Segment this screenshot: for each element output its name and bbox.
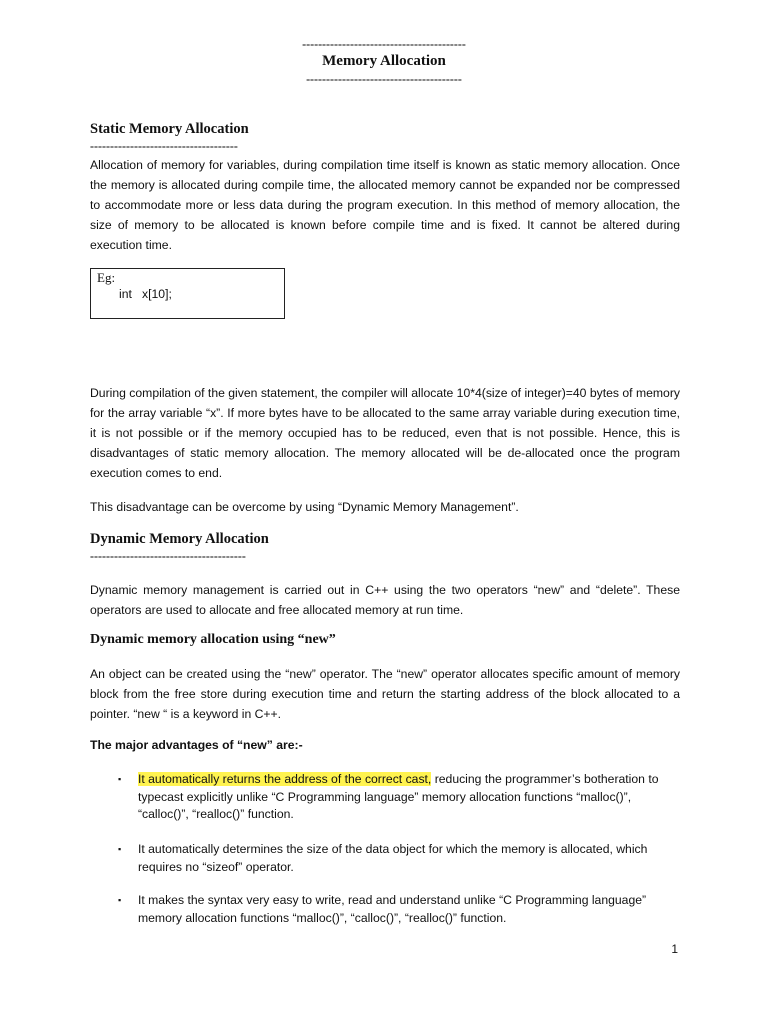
bullet-text: It makes the syntax very easy to write, read and understand unlike “C Programming language” memory allocation functions “malloc()”, “calloc()”, “realloc()” function. — [138, 893, 647, 925]
static-paragraph-2: During compilation of the given statement, the compiler will allocate 10*4(size of integer)=40 bytes of memory for the array variable “x”. If more bytes have to be allocated to the same array variable during execution time, it is not possible or if the memory occupied has to be reduced, even that is not possible. Hence, this is disadvantages of static memory allocation. The memory allocated will be de-allocated once the program execution comes to end. — [90, 386, 680, 480]
bullet-text-rest: reducing the programmer’s botheration to typecast explicitly unlike “C Programming language” memory allocation functions “malloc()”, “calloc()”, “realloc()” function. — [138, 772, 659, 821]
bullet-text: It automatically determines the size of the data object for which the memory is allocated, which requires no “sizeof” operator. — [138, 842, 648, 874]
dynamic-subheading: Dynamic memory allocation using “new” — [90, 632, 336, 647]
dynamic-heading-dashes: --------------------------------------- — [90, 549, 246, 563]
advantage-bullet-3 — [118, 892, 680, 927]
example-code-box — [90, 268, 285, 319]
static-heading: Static Memory Allocation — [90, 121, 249, 137]
advantage-bullet-2 — [118, 841, 680, 876]
highlighted-text: It automatically returns the address of the correct cast, — [138, 772, 432, 786]
dynamic-heading: Dynamic Memory Allocation — [90, 531, 269, 547]
advantages-heading: The major advantages of “new” are:- — [90, 738, 303, 752]
page-number: 1 — [671, 942, 678, 956]
example-label: Eg: — [97, 270, 116, 285]
title-dashes-top: ----------------------------------------- — [302, 37, 466, 51]
bullet-text — [138, 771, 680, 824]
static-paragraph: Allocation of memory for variables, during compilation time itself is known as static memory allocation. Once the memory is allocated during compile time, the allocated memory cannot be expanded nor be compressed to accommodate more or less data during the program execution. In this method of memory allocation, the size of memory to be allocated is known before compile time and is fixed. It cannot be altered during execution time. — [90, 158, 680, 252]
static-paragraph-3: This disadvantage can be overcome by using “Dynamic Memory Management”. — [90, 500, 519, 514]
static-heading-dashes: ------------------------------------- — [90, 139, 238, 153]
bullet-icon: ▪ — [118, 774, 122, 784]
bullet-icon: ▪ — [118, 895, 122, 905]
example-code: int x[10]; — [119, 287, 172, 301]
title-dashes-bottom: --------------------------------------- — [306, 72, 462, 86]
dynamic-paragraph: Dynamic memory management is carried out in C++ using the two operators “new” and “delete”. These operators are used to allocate and free allocated memory at run time. — [90, 583, 680, 617]
dynamic-paragraph-2: An object can be created using the “new” operator. The “new” operator allocates specific amount of memory block from the free store during execution time and return the starting address of the block allocated to a pointer. “new “ is a keyword in C++. — [90, 667, 680, 721]
bullet-icon: ▪ — [118, 844, 122, 854]
page-title: Memory Allocation — [322, 53, 446, 69]
advantage-bullet-1 — [118, 771, 680, 824]
